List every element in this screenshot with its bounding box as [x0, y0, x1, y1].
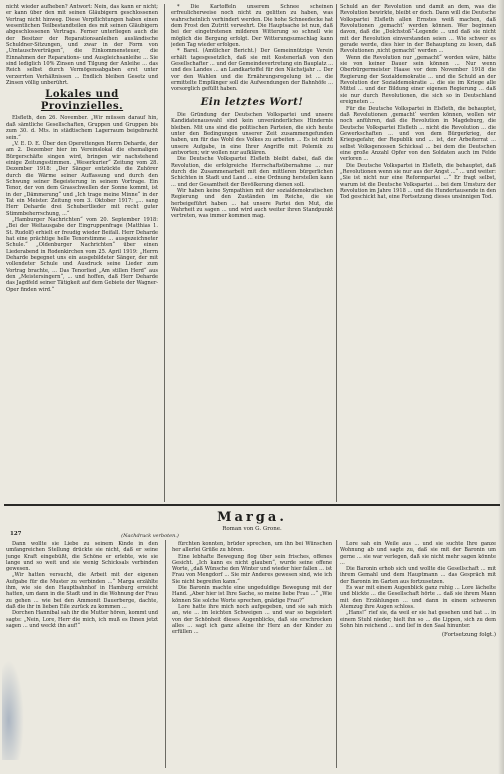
serial-title: Marga. — [217, 510, 287, 525]
serial-paragraph: Dann wollte sie Liebe zu seinem Kinde in den umfangreichen Stellung drückte sie nicht, daß er seine junge Kraft eingebüßt, die Schöne er erlebte, wie sie lange und so weit und sie wenig Schicksals verbinden gewesen. — [6, 541, 158, 573]
reprint-note: (Nachdruck verboten.) — [121, 533, 179, 539]
article-paragraph: Die Gründung der Deutschen Volkspartei und unsere Kandidatenauswahl sind kein unveränderliches Hindernis bleiben. Mit uns sind die politischen Parteien, die sich heute unter den Bedingungen unserer Zeit zusammengefunden haben, um für das Wohl des Volkes zu arbeiten ... Es ist nicht unsere Aufgabe, in eine Ihrer Angriffe mit Polemik zu antworten; wir wollen nur aufklären. — [171, 111, 333, 156]
article-paragraph: nicht wieder aufheben? Antwort: Nein, das kann er nicht; er kann über den mit seinen Gläubigern geschlossenen Vertrag nicht hinweg. Diese Verpflichtungen haben einen wesentlichen Teilbestandteilen des mit seinen Gläubigern abgeschlossenen Vertrags. Ferner unterliegen auch die der Besitzer der Reparationsanleihen ausländische Schuldner-Sitzungen, und zwar in der Form von „Umtauschverträgen“, die Einkommensteuer, die Einnahmen der Reparations- und Ausgleichsanleihe ... Sie sind lediglich 10% Zinsen und Tilgung der Anleihe ... das Reich selbst durch Vermögensabgaben erst unter verzerrten Verhältnissen ... Endlich bleiben Gesetz und Zinsen völlig unberührt. — [6, 4, 158, 87]
continuation-note: (Fortsetzung folgt.) — [441, 632, 496, 639]
article-paragraph: Wenn die Revolution nur „gemacht“ worden wäre, hätte sie von keiner Dauer sein können ... Nur wenn Oberbürgermeister Haase vor dem November 1918 die Regierung der Sozialdemokratie ... und die Schuld an der Revolution der Sozialdemokratie ... die sie im Kriege alle Mittel ... und der Bildung einer eigenen Regierung ... daß sie nur durch Revolutionen, die sich so in Deutschland ereigneten ... — [340, 54, 496, 106]
article-paragraph: * Barel. (Amtlicher Bericht.) Der Gemeinnützige Verein erhält tagesgesetzlich, daß sie mit Kostenerlaß von den Gesellschafter ... und der Gemeindevertretung ein Bauplatz ... und des Landes ... an Landkartoffel für den Nächstjahr ... Der vor den Wahlen und die Ernährungsregelung ist ... die ermittelte Empfänger soll die Aufwendungen der Bahnhöfe ... vorsorglich gefüllt haben. — [171, 48, 333, 93]
serial-paragraph: „Hans!“ rief sie, da weil er sie hat gesehen und hat ... in einem Stuhl nieder, hielt ihn so ... die Lippen, sich zu dem Sohn hin reichend ... und lief in den Saal hinunter. — [340, 610, 496, 629]
installment-number: 127 — [10, 531, 22, 537]
feuilleton-rule — [4, 504, 500, 506]
page-edge-shadow — [498, 0, 504, 774]
serial-paragraph: Eine lebhafte Bewegung flog über sein frisches, offenes Gesicht. „Ich kann es nicht glauben“, wurde seine offene Worte, „daß Wünsche den Winter und wieder hier fallen ... ist Frau von Mengdorf ... Sie mir Anderes gewesen sind, wie ich Sie nicht begreifen kann.“ — [172, 553, 332, 585]
serial-paragraph: Es war mit einem Augenblick ganz ruhig ... Lore lächelte und blickte ... die Gesellschaft hörte ... daß sie ihrem Mann mit den Erzählungen ... und dann in einem schweren Atemzug ihre Augen schloss. — [340, 585, 496, 610]
serial-paragraph: „Wir hatten versucht, die Arbeit mit der eigenen Aufgabe für die Muster zu verbinden ...“ Marga erzählte ihm, wie sie den Hauptbahnhof in Hamburg erreicht hatten, um dann in die Stadt und in die Wohnung der Frau zu gehen ... wie bei den Ammonit Dauerberge, dachte, daß die ihr in lieben Eile zurück zu kommen ... — [6, 572, 158, 610]
serial-author: Roman von G. Grone. — [222, 526, 282, 532]
serial-column-2 — [172, 541, 332, 769]
column-3 — [340, 4, 496, 504]
column-divider — [336, 4, 337, 502]
serial-paragraph: Die Baronin machte eine ungeduldige Bewegung mit der Hand. „Aber hier ist Ihre Sache, so meine liebe Frau ...“ „Wie können Sie solche Worte sprechen, gnädige Frau?“ — [172, 585, 332, 604]
article-paragraph: Die Deutsche Volkspartei in Elsfleth, die behauptet, daß „Revolutionen wenn sie nur aus der Angst ...“ ... und weiter: „Sie ist nicht nur eine Reformpartei ...“ Er fragt selbst, warum ist die Deutsche Volkspartei ... bei dem Umsturz der Revolution im Jahre 1918 ... und die Hundertausende in den Tod geschickt hat, eine Fortsetzung dieses unsinnigen Tod. — [340, 162, 496, 201]
serial-paragraph: Dorchen Hannibal sah ihr die Mutter hören, kommt und sagte: „Nein, Lore, Herr die mich, ich muß es Ihnen jetzt sagen ... und weckt ihn auf!“ — [6, 610, 158, 629]
section-title-local-news: Lokales und Provinzielles. — [40, 89, 124, 113]
serial-paragraph: Lore sah ein Weile aus ... und sie suchte Ihre ganze Wohnung ab und sagte zu, daß sie mit der Baronin um gerne ... sie war verlegen, daß sie nicht mehr sagen könnte ... — [340, 541, 496, 566]
article-paragraph: „Hamburger Nachrichten“ vom 20. September 1918: „Bei der Weltausgabe der Eingruppenfrage (Matthias 1. St. Rudolf) erhielt er freudig wieder Beifall. Herr Deharde hat eine prächtige helle Tenorstimme ... ausgezeichneter Schule.“ „Oldenburger Nachrichten“ über einen Liederabend in Rodenkirchen vom 25. April 1919: „Herrn Deharde begegnet uns ein ausgebildeter Sänger, der mit vollendeter Schule und Ausdruck seine Lieder zum Vortrag brachte, ... Das Tenorlied „Am stillen Herd“ aus den „Meistersingern“, ... und hoffen, daß Herr Deharde das Jagdfeld seiner Tätigkeit auf dem Gebiete der Wagner-Oper finden wird.“ — [6, 216, 158, 293]
article-paragraph: * Die Kartoffeln unserem Schnee scheinen erfreulicherweise noch nicht zu gelitten zu haben, was wahrscheinlich verhindert werden. Die hohe Schneedecke hat dem Frost den Zutritt verwehrt. Die Hauptsache ist nun, daß bei der eingetretenen milderen Witterung so schnell wie möglich die Bergung erfolgt. Der Witterungsumschlag kann jeden Tag wieder erfolgen. — [171, 4, 333, 49]
serial-paragraph: Lore hatte ihre mich noch aufgegeben, und sie sah mich an, wie ... im leichten Schweigen ... und war so begeistert von der Schönheit dieses Augenblicks, daß sie erschrocken alles ... sagt ich ganz alleine ihr Herz an der Kinder zu erfüllen ... — [172, 603, 332, 636]
column-divider — [336, 540, 337, 768]
serial-column-1 — [6, 541, 158, 769]
article-paragraph: Die Deutsche Volkspartei Elsfleth bleibt dabei, daß die Revolution, die erfolgreiche Herrschaftsübernahme ... nur durch die Zusammenarbeit mit den mittleren bürgerlichen Schichten in Stadt und Land ... eine Ordnung herstellen kann ... und der Gesamtheit der Bevölkerung dienen soll. — [171, 156, 333, 188]
serial-column-3 — [340, 541, 496, 769]
column-2 — [171, 4, 333, 504]
article-paragraph: Für die Deutsche Volkspartei in Elsfleth, die behauptet, daß Revolutionen ‚gemacht‘ werden können, wollen wir noch anführen, daß die Revolution in Magdeburg, die Deutsche Volkspartei Elsfleth ... nicht die Revolution ... die Gewerkschaften ... und von dem Bürgerkrieg, der Kriegsgefahr, der Republik und ... ist, der Arbeiterrat ... selbst Volksgenossen Schicksal ... bei dem die Deutschen eine große Anzahl Opfer von den Soldaten auch im Felde verloren ... — [340, 105, 496, 163]
article-title-last-word: Ein letztes Wort! — [200, 96, 304, 108]
serial-paragraph: fürchten konnten, brüder sprechen, um ihn bei Wünschen her allerlei Grüße zu hören. — [172, 541, 332, 554]
column-1 — [6, 4, 158, 504]
serial-paragraph: Die Baronin erhob sich und wollte die Gesellschaft ... mit ihrem Gemahl und dem Hauptmann ... das Gespräch mit der Baronin im Garten aus fortzusetzen. — [340, 566, 496, 585]
article-paragraph: Schuld an der Revolution und damit an dem, was die Revolution bewirkte, bleibt er doch. Dann will die Deutsche Volkspartei Elsfleth allen Ernstes weiß machen, daß Revolutionen ‚gemacht‘ werden können. Wer beginnen davon, daß die „Dolchstoß“-Legende ... und daß sie nicht mit der Revolution einverstanden seien ... Wie schwer es gerade werde, dies hier in der Behauptung zu lesen, daß Revolutionen ‚nicht gemacht‘ werden ... — [340, 4, 496, 55]
article-paragraph: „V. E. D. E. Über den Operettengen Herrn Deharde, der am 2. Dezember hier im Vereinslokal die ehemaligen Bürgerschäfte singen wird, bringen wir nachstehend einige Zeitungsstimmen. „Weserkurier“ Zeitung vom 28. Dezember 1918: „Der Sänger entzückte die Zuhörer durch die Wärme seiner Auffassung und durch den Schwung seiner Begeisterung in seinem Vortrage. Ein Tenor, der von dem Grasschwellen der Sonne kommt, ist in der „Dämmerung“ und „Ich trage meine Minne“ in der Tat ein Meister. Zeitung vom 3. Oktober 1917: „... sang Herr Deharde drei Schubertlieder mit recht guter Stimmbeherrschung, ...“ — [6, 140, 158, 217]
column-divider — [164, 4, 165, 502]
column-divider — [165, 540, 166, 768]
article-paragraph: Elsfleth, den 26. November. „Wir müssen darauf hin, daß sämtliche Gesellschaften, Gruppen und Gruppen bis zum 30. d. Mts. in städtischem Lagerraum beigebracht sein.“ — [6, 115, 158, 141]
article-paragraph: Wir haben keine Sympathien mit der sozialdemokratischen Regierung und den Zuständen im Reiche, die sie herbeigeführt haben ... hat unsere Partei den Mut, die Wahrheit zu sagen ... und wird auch weiter ihren Standpunkt vertreten, was immer kommen mag. — [171, 187, 333, 220]
